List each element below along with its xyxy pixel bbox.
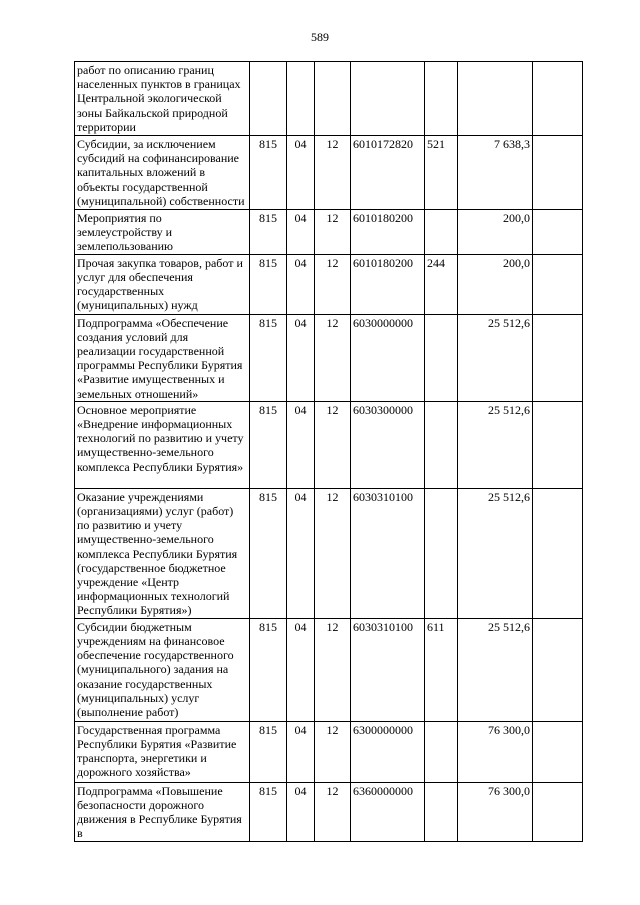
row-csr: 6010180200 (351, 210, 425, 255)
row-ved: 815 (250, 314, 287, 401)
row-ved: 815 (250, 618, 287, 721)
row-extra (533, 488, 583, 618)
row-ved: 815 (250, 721, 287, 782)
row-rz: 04 (287, 210, 315, 255)
row-sum: 200,0 (458, 254, 533, 314)
row-vr: 244 (425, 254, 458, 314)
row-pr: 12 (315, 401, 351, 488)
row-pr: 12 (315, 618, 351, 721)
row-name: Оказание учреждениями (организациями) услуг (работ) по развитию и учету имущественно-земельного комплекса Республики Бурятия (государственное бюджетное учреждение «Центр информационных технологий Республики Бурятия») (75, 488, 250, 618)
table-row (75, 488, 583, 618)
row-rz: 04 (287, 721, 315, 782)
row-name: Государственная программа Республики Бурятия «Развитие транспорта, энергетики и дорожного хозяйства» (75, 721, 250, 782)
row-pr: 12 (315, 721, 351, 782)
row-sum: 7 638,3 (458, 136, 533, 210)
table-row (75, 254, 583, 314)
table-row (75, 314, 583, 401)
row-extra (533, 618, 583, 721)
row-name: Основное мероприятие «Внедрение информационных технологий по развитию и учету имущественно-земельного комплекса Республики Бурятия» (75, 401, 250, 488)
table-row (75, 136, 583, 210)
row-rz: 04 (287, 401, 315, 488)
row-pr: 12 (315, 210, 351, 255)
row-extra (533, 401, 583, 488)
row-rz: 04 (287, 618, 315, 721)
row-vr: 521 (425, 136, 458, 210)
row-rz: 04 (287, 136, 315, 210)
row-extra (533, 136, 583, 210)
table-row (75, 721, 583, 782)
row-sum: 25 512,6 (458, 314, 533, 401)
row-rz (287, 62, 315, 136)
row-rz: 04 (287, 488, 315, 618)
row-name: Субсидии бюджетным учреждениям на финансовое обеспечение государственного (муниципального) задания на оказание государственных (муниципальных) услуг (выполнение работ) (75, 618, 250, 721)
row-name: Субсидии, за исключением субсидий на софинансирование капитальных вложений в объекты государственной (муниципальной) собственности (75, 136, 250, 210)
row-vr (425, 210, 458, 255)
row-ved (250, 62, 287, 136)
row-vr (425, 401, 458, 488)
row-name: Прочая закупка товаров, работ и услуг для обеспечения государственных (муниципальных) нужд (75, 254, 250, 314)
row-pr: 12 (315, 782, 351, 841)
row-vr (425, 488, 458, 618)
row-csr: 6030300000 (351, 401, 425, 488)
row-extra (533, 254, 583, 314)
row-pr: 12 (315, 136, 351, 210)
row-sum (458, 62, 533, 136)
page-number: 589 (311, 30, 329, 44)
row-extra (533, 210, 583, 255)
row-csr (351, 62, 425, 136)
row-rz: 04 (287, 314, 315, 401)
row-ved: 815 (250, 401, 287, 488)
row-name: Подпрограмма «Обеспечение создания условий для реализации государственной программы Республики Бурятия «Развитие имущественных и земельных отношений» (75, 314, 250, 401)
row-csr: 6010172820 (351, 136, 425, 210)
row-rz: 04 (287, 782, 315, 841)
table-row (75, 401, 583, 488)
row-ved: 815 (250, 782, 287, 841)
row-vr: 611 (425, 618, 458, 721)
row-name: Мероприятия по землеустройству и землепользованию (75, 210, 250, 255)
row-sum: 76 300,0 (458, 721, 533, 782)
table-row (75, 210, 583, 255)
row-vr (425, 62, 458, 136)
row-name: Подпрограмма «Повышение безопасности дорожного движения в Республике Бурятия в (75, 782, 250, 841)
row-csr: 6300000000 (351, 721, 425, 782)
row-csr: 6010180200 (351, 254, 425, 314)
row-pr (315, 62, 351, 136)
row-pr: 12 (315, 254, 351, 314)
row-vr (425, 782, 458, 841)
row-csr: 6030310100 (351, 618, 425, 721)
row-sum: 76 300,0 (458, 782, 533, 841)
row-sum: 25 512,6 (458, 618, 533, 721)
row-pr: 12 (315, 314, 351, 401)
row-vr (425, 721, 458, 782)
row-csr: 6030000000 (351, 314, 425, 401)
row-sum: 25 512,6 (458, 401, 533, 488)
row-extra (533, 721, 583, 782)
row-sum: 200,0 (458, 210, 533, 255)
row-rz: 04 (287, 254, 315, 314)
row-pr: 12 (315, 488, 351, 618)
table-row (75, 618, 583, 721)
row-ved: 815 (250, 254, 287, 314)
row-extra (533, 314, 583, 401)
budget-table (74, 61, 583, 842)
row-extra (533, 62, 583, 136)
row-ved: 815 (250, 488, 287, 618)
row-sum: 25 512,6 (458, 488, 533, 618)
row-vr (425, 314, 458, 401)
row-ved: 815 (250, 136, 287, 210)
row-csr: 6030310100 (351, 488, 425, 618)
row-name: работ по описанию границ населенных пунктов в границах Центральной экологической зоны Байкальской природной территории (75, 62, 250, 136)
table-row (75, 62, 583, 136)
table-row (75, 782, 583, 841)
row-ved: 815 (250, 210, 287, 255)
row-csr: 6360000000 (351, 782, 425, 841)
row-extra (533, 782, 583, 841)
